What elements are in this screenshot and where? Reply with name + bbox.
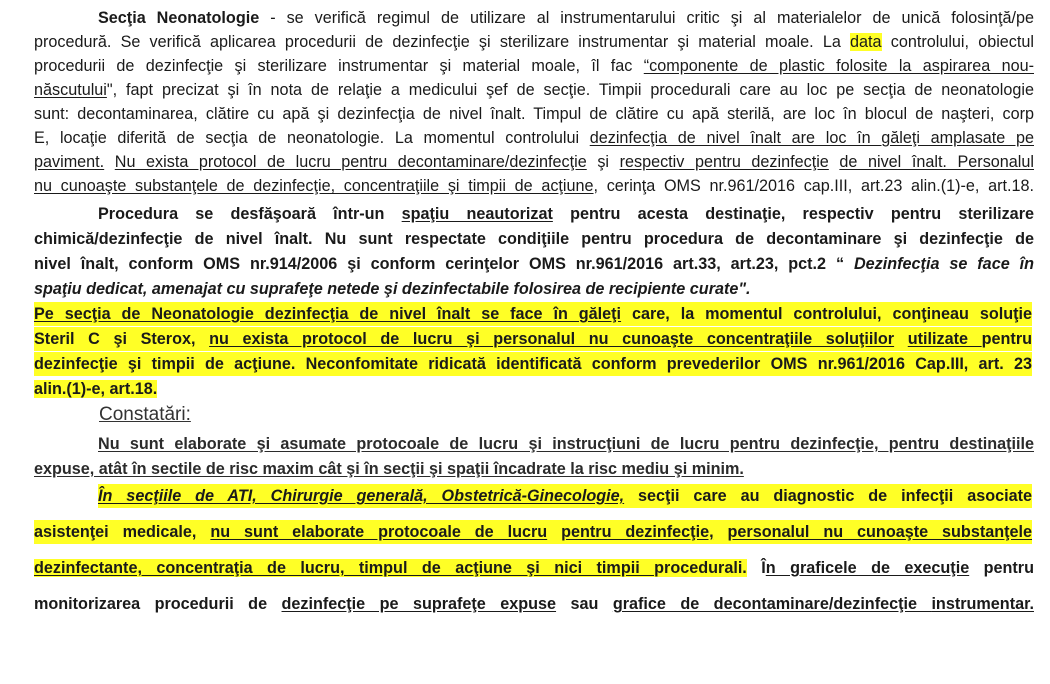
para3-line3: dezinfecţie şi timpii de acţiune. Neconfomitate ridicată identificată conform prevederilor OMS nr.961/2016 Cap.III, art. 23 xyxy=(34,352,1032,376)
para1-line6: E, locaţie diferită de secţia de neonatologie. La momentul controlului dezinfecţia de nivel înalt are loc în găleţi amplasate pe xyxy=(34,129,1034,147)
para1-line1: Secţia Neonatologie - se verifică regimul de utilizare al instrumentarului critic şi al materialelor de unică folosinţă/pe xyxy=(98,9,1034,27)
heading-constatari: Constatări: xyxy=(99,404,191,425)
para1-line5: sunt: decontaminarea, clătire cu apă şi dezinfecţia de nivel înalt. Timpul de clătire cu apă sterilă, are loc în blocul de naşteri, corp xyxy=(34,105,1034,123)
para1-line8: nu cunoaşte substanţele de dezinfecţie, concentraţiile şi timpii de acţiune, cerinţa OMS nr.961/2016 cap.III, art.23 alin.(1)-e, art.18. xyxy=(34,177,1034,195)
para3-line1: Pe secţia de Neonatologie dezinfecţia de nivel înalt se face în găleţi care, la momentul controlului, conţineau soluţie xyxy=(34,302,1032,326)
para3-line2: Steril C şi Sterox, nu exista protocol de lucru şi personalul nu cunoaşte concentraţiile soluţiilor utilizate pentru xyxy=(34,327,1032,351)
para2-line1: Procedura se desfăşoară într-un spaţiu neautorizat pentru acesta destinaţie, respectiv pentru sterilizare xyxy=(98,205,1034,223)
para5-line1: În secţiile de ATI, Chirurgie generală, Obstetrică-Ginecologie, secţii care au diagnostic de infecţii asociate xyxy=(98,484,1032,508)
para2-line3: nivel înalt, conform OMS nr.914/2006 şi conform cerinţelor OMS nr.961/2016 art.33, art.23, pct.2 “ Dezinfecţia se face în xyxy=(34,255,1035,273)
para4-line2: expuse, atât în sectile de risc maxim cât şi în secţii şi spaţii încadrate la risc mediu şi minim. xyxy=(34,460,744,478)
para3-line4: alin.(1)-e, art.18. xyxy=(34,380,158,398)
para5-line3: dezinfectante, concentraţia de lucru, timpul de acţiune şi nici timpii procedurali. În graficele de execuţie pentru xyxy=(34,559,1034,577)
para1-line3: procedurii de dezinfecţie şi sterilizare instrumentar şi material moale, îl fac “componente de plastic folosite la aspirarea nou- xyxy=(34,57,1034,75)
para1-line2: procedură. Se verifică aplicarea procedurii de dezinfecţie şi sterilizare instrumentar şi material moale. La data controlului, obiectul xyxy=(34,33,1034,51)
para2-line2: chimică/dezinfecţie de nivel înalt. Nu sunt respectate condiţiile pentru procedura de decontaminare şi dezinfecţie de xyxy=(34,230,1034,248)
para1-line4: născutului", fapt precizat şi în nota de relaţie a medicului şef de secţie. Timpii procedurali care au loc pe secţia de neonatologie xyxy=(34,81,1034,99)
para5-line2: asistenţei medicale, nu sunt elaborate protocoale de lucru pentru dezinfecţie, personalul nu cunoaşte substanţele xyxy=(34,520,1032,544)
para1-line7: paviment. Nu exista protocol de lucru pentru decontaminare/dezinfecţie şi respectiv pentru dezinfecţie de nivel înalt. Personalul xyxy=(34,153,1034,171)
highlight-data: data xyxy=(850,33,882,51)
para5-line4: monitorizarea procedurii de dezinfecţie pe suprafeţe expuse sau grafice de decontaminare/dezinfecţie instrumentar. xyxy=(34,595,1034,613)
para4-line1: Nu sunt elaborate şi asumate protocoale de lucru şi instrucţiuni de lucru pentru dezinfecţie, pentru destinaţiile xyxy=(98,435,1034,453)
para2-line4: spaţiu dedicat, amenajat cu suprafeţe netede şi dezinfectabile folosirea de recipiente curate". xyxy=(34,280,751,298)
section-title-neonatologie: Secţia Neonatologie xyxy=(98,9,260,27)
